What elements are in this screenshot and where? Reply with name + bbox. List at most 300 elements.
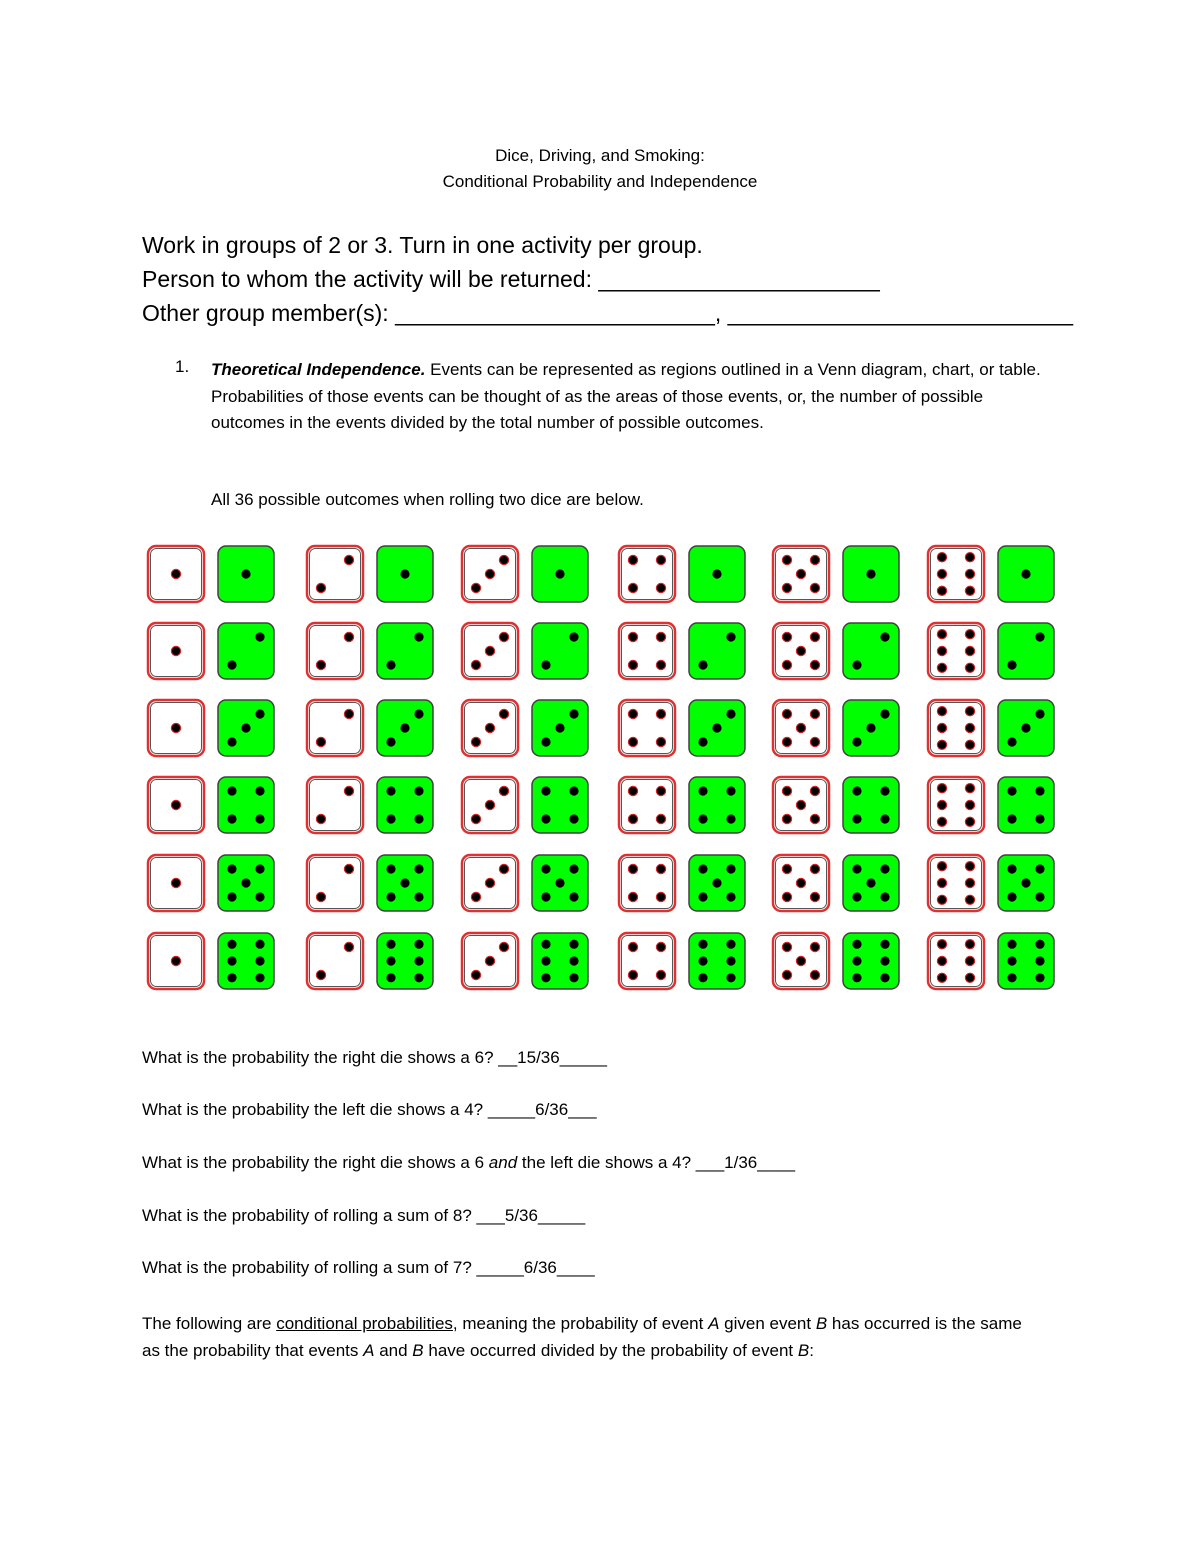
die-pip [880, 973, 889, 982]
die-pip [569, 973, 578, 982]
answer-field[interactable]: _____6/36___ [487, 1100, 597, 1119]
die-pip [628, 632, 637, 641]
die-pip [171, 800, 180, 809]
die-pip [344, 864, 353, 873]
die-pip [386, 660, 395, 669]
die-pip [698, 786, 707, 795]
die-pip [656, 864, 665, 873]
die-pip [255, 632, 264, 641]
right-die-5 [377, 855, 433, 911]
die-pip [937, 569, 946, 578]
die-pip [628, 942, 637, 951]
die-pip [1035, 632, 1044, 641]
die-pip [386, 737, 395, 746]
die-face [928, 623, 984, 679]
die-pip [880, 940, 889, 949]
die-pip [316, 660, 325, 669]
die-pip [414, 892, 423, 901]
die-pip [937, 740, 946, 749]
die-pip [726, 786, 735, 795]
die-pip [386, 956, 395, 965]
die-pip [414, 940, 423, 949]
right-die-6 [218, 933, 274, 989]
die-pip [656, 632, 665, 641]
die-pip [414, 814, 423, 823]
die-pip [499, 786, 508, 795]
die-pip [810, 864, 819, 873]
die-face [619, 546, 675, 602]
die-pip [541, 973, 550, 982]
right-die-1 [998, 546, 1054, 602]
right-die-5 [689, 855, 745, 911]
die-pip [810, 970, 819, 979]
die-pip [965, 800, 974, 809]
left-die-2 [307, 933, 363, 989]
right-die-4 [689, 777, 745, 833]
die-pip [1035, 940, 1044, 949]
die-pip [628, 660, 637, 669]
die-pip [171, 646, 180, 655]
left-die-3 [462, 777, 518, 833]
die-pip [628, 583, 637, 592]
die-pip [344, 555, 353, 564]
right-die-6 [377, 933, 433, 989]
die-pip [255, 956, 264, 965]
die-pip [937, 586, 946, 595]
die-pip [782, 709, 791, 718]
left-die-4 [619, 933, 675, 989]
die-face [532, 777, 588, 833]
die-pip [965, 553, 974, 562]
die-pip [965, 663, 974, 672]
die-pip [1035, 786, 1044, 795]
die-pip [1007, 737, 1016, 746]
die-face [218, 933, 274, 989]
right-die-1 [377, 546, 433, 602]
answer-field[interactable]: __15/36_____ [498, 1048, 607, 1067]
die-pip [485, 569, 494, 578]
die-pip [965, 569, 974, 578]
left-die-6 [928, 855, 984, 911]
left-die-3 [462, 623, 518, 679]
question-sum-eight [142, 1206, 585, 1226]
left-die-5 [773, 855, 829, 911]
die-pip [628, 864, 637, 873]
right-die-6 [998, 933, 1054, 989]
question-text: the left die shows a 4? [517, 1153, 696, 1172]
die-pip [569, 892, 578, 901]
left-die-5 [773, 933, 829, 989]
die-pip [965, 973, 974, 982]
die-pip [810, 814, 819, 823]
die-pip [937, 940, 946, 949]
die-pip [227, 786, 236, 795]
right-die-1 [218, 546, 274, 602]
die-pip [782, 555, 791, 564]
die-face [843, 777, 899, 833]
die-pip [656, 814, 665, 823]
die-pip [852, 660, 861, 669]
die-pip [726, 709, 735, 718]
closing-text: has occurred is the same as the probability that events [142, 1314, 1022, 1360]
die-pip [386, 973, 395, 982]
die-pip [227, 956, 236, 965]
left-die-5 [773, 777, 829, 833]
die-pip [171, 723, 180, 732]
question-text: What is the probability the right die shows a 6? [142, 1048, 499, 1067]
die-pip [255, 709, 264, 718]
die-pip [937, 817, 946, 826]
die-pip [171, 569, 180, 578]
die-pip [400, 723, 409, 732]
die-pip [414, 973, 423, 982]
die-pip [810, 632, 819, 641]
title-line-2: Conditional Probability and Independence [442, 172, 758, 191]
die-pip [782, 786, 791, 795]
die-pip [937, 553, 946, 562]
left-die-1 [148, 623, 204, 679]
die-pip [880, 786, 889, 795]
die-pip [414, 786, 423, 795]
closing-text: : [809, 1340, 814, 1360]
die-pip [656, 660, 665, 669]
die-pip [344, 709, 353, 718]
die-pip [937, 956, 946, 965]
left-die-3 [462, 546, 518, 602]
die-pip [414, 709, 423, 718]
die-face [377, 933, 433, 989]
question-left-four [142, 1100, 597, 1120]
die-pip [782, 970, 791, 979]
die-pip [485, 646, 494, 655]
die-pip [866, 878, 875, 887]
die-pip [782, 660, 791, 669]
die-pip [796, 878, 805, 887]
die-pip [628, 970, 637, 979]
left-die-1 [148, 855, 204, 911]
die-face [619, 855, 675, 911]
die-pip [485, 878, 494, 887]
die-pip [227, 737, 236, 746]
die-pip [485, 956, 494, 965]
die-pip [569, 956, 578, 965]
die-pip [726, 814, 735, 823]
left-die-5 [773, 700, 829, 756]
die-pip [1035, 892, 1044, 901]
die-pip [656, 942, 665, 951]
die-pip [386, 864, 395, 873]
die-pip [1021, 723, 1030, 732]
die-face [307, 623, 363, 679]
right-die-2 [689, 623, 745, 679]
die-pip [712, 878, 721, 887]
die-face [218, 777, 274, 833]
left-die-4 [619, 855, 675, 911]
die-pip [1035, 709, 1044, 718]
right-die-4 [377, 777, 433, 833]
right-die-4 [218, 777, 274, 833]
left-die-4 [619, 700, 675, 756]
die-pip [1007, 892, 1016, 901]
closing-text: and [374, 1340, 413, 1360]
die-pip [1007, 973, 1016, 982]
die-pip [656, 583, 665, 592]
die-pip [227, 940, 236, 949]
die-pip [656, 786, 665, 795]
left-die-2 [307, 546, 363, 602]
die-pip [698, 737, 707, 746]
die-pip [726, 632, 735, 641]
left-die-4 [619, 546, 675, 602]
die-pip [255, 786, 264, 795]
die-pip [810, 709, 819, 718]
die-pip [782, 892, 791, 901]
question-text: What is the probability the right die shows a 6 [142, 1153, 489, 1172]
die-pip [386, 940, 395, 949]
left-die-6 [928, 623, 984, 679]
die-pip [965, 862, 974, 871]
die-pip [880, 709, 889, 718]
die-pip [810, 583, 819, 592]
die-pip [569, 940, 578, 949]
die-face [998, 933, 1054, 989]
die-pip [726, 892, 735, 901]
die-pip [698, 973, 707, 982]
die-pip [880, 864, 889, 873]
die-pip [628, 786, 637, 795]
die-pip [1035, 973, 1044, 982]
die-face [619, 933, 675, 989]
die-pip [344, 632, 353, 641]
die-pip [255, 973, 264, 982]
answer-field[interactable]: _____6/36____ [476, 1258, 595, 1277]
die-pip [227, 660, 236, 669]
die-pip [569, 786, 578, 795]
die-face [307, 855, 363, 911]
die-pip [499, 555, 508, 564]
die-pip [499, 709, 508, 718]
die-pip [400, 569, 409, 578]
die-pip [541, 737, 550, 746]
die-face [307, 546, 363, 602]
die-pip [937, 646, 946, 655]
die-pip [796, 569, 805, 578]
die-pip [810, 942, 819, 951]
die-pip [569, 814, 578, 823]
die-pip [880, 632, 889, 641]
right-die-3 [689, 700, 745, 756]
die-pip [471, 660, 480, 669]
closing-text: have occurred divided by the probability of event [423, 1340, 798, 1360]
die-pip [171, 878, 180, 887]
die-pip [726, 973, 735, 982]
die-pip [656, 555, 665, 564]
die-pip [541, 956, 550, 965]
right-die-3 [377, 700, 433, 756]
die-pip [656, 709, 665, 718]
die-pip [852, 814, 861, 823]
die-pip [698, 660, 707, 669]
right-die-4 [998, 777, 1054, 833]
left-die-1 [148, 933, 204, 989]
die-pip [1035, 864, 1044, 873]
die-pip [965, 817, 974, 826]
die-pip [698, 956, 707, 965]
die-pip [965, 723, 974, 732]
die-pip [852, 864, 861, 873]
die-face [928, 700, 984, 756]
left-die-6 [928, 700, 984, 756]
die-pip [866, 569, 875, 578]
die-pip [414, 956, 423, 965]
returned-to-line: Person to whom the activity will be returned: ______________________ [142, 266, 880, 292]
left-die-1 [148, 546, 204, 602]
right-die-6 [532, 933, 588, 989]
die-pip [628, 737, 637, 746]
right-die-2 [377, 623, 433, 679]
event-b: B [797, 1340, 810, 1360]
die-pip [782, 583, 791, 592]
die-pip [316, 814, 325, 823]
group-members-line: Other group member(s): _________________________, ___________________________ [142, 300, 1074, 326]
die-pip [965, 630, 974, 639]
die-pip [541, 864, 550, 873]
right-die-6 [843, 933, 899, 989]
die-pip [316, 583, 325, 592]
right-die-1 [689, 546, 745, 602]
left-die-2 [307, 700, 363, 756]
die-pip [628, 555, 637, 564]
die-face [928, 777, 984, 833]
question-text: What is the probability of rolling a sum of 8? [142, 1206, 477, 1225]
left-die-3 [462, 933, 518, 989]
die-pip [555, 723, 564, 732]
die-pip [471, 737, 480, 746]
question-1-lead: Theoretical Independence. [211, 360, 426, 379]
instructions-line: Work in groups of 2 or 3. Turn in one activity per group. [142, 232, 703, 258]
die-pip [965, 740, 974, 749]
right-die-5 [998, 855, 1054, 911]
closing-text: , meaning the probability of event [452, 1314, 709, 1333]
left-die-3 [462, 855, 518, 911]
die-pip [937, 707, 946, 716]
die-pip [227, 892, 236, 901]
die-pip [541, 814, 550, 823]
die-face [689, 777, 745, 833]
die-pip [852, 737, 861, 746]
die-pip [712, 569, 721, 578]
die-pip [937, 630, 946, 639]
event-b: B [412, 1340, 424, 1360]
left-die-6 [928, 546, 984, 602]
die-pip [698, 940, 707, 949]
right-die-3 [998, 700, 1054, 756]
die-pip [414, 864, 423, 873]
die-pip [344, 942, 353, 951]
die-pip [712, 723, 721, 732]
die-pip [1035, 956, 1044, 965]
die-face [689, 623, 745, 679]
die-pip [499, 864, 508, 873]
die-face [619, 623, 675, 679]
die-pip [628, 709, 637, 718]
die-face [998, 777, 1054, 833]
die-pip [782, 814, 791, 823]
die-pip [937, 800, 946, 809]
die-pip [255, 814, 264, 823]
left-die-5 [773, 623, 829, 679]
die-pip [852, 973, 861, 982]
die-pip [1035, 814, 1044, 823]
die-pip [569, 632, 578, 641]
die-pip [386, 786, 395, 795]
die-face [307, 777, 363, 833]
die-pip [656, 892, 665, 901]
right-die-1 [843, 546, 899, 602]
dice-note: All 36 possible outcomes when rolling two dice are below. [211, 490, 644, 509]
die-pip [316, 892, 325, 901]
event-b: B [815, 1314, 828, 1333]
die-pip [965, 707, 974, 716]
right-die-2 [843, 623, 899, 679]
question-number: 1. [175, 357, 190, 376]
answer-field[interactable]: ___1/36____ [695, 1153, 796, 1172]
die-face [928, 933, 984, 989]
right-die-3 [843, 700, 899, 756]
question-text: What is the probability the left die shows a 4? [142, 1100, 488, 1119]
die-pip [316, 737, 325, 746]
die-pip [499, 632, 508, 641]
left-die-6 [928, 933, 984, 989]
right-die-5 [843, 855, 899, 911]
die-pip [937, 895, 946, 904]
die-pip [880, 892, 889, 901]
title-line-1: Dice, Driving, and Smoking: [495, 146, 705, 165]
answer-field[interactable]: ___5/36_____ [476, 1206, 586, 1225]
die-pip [471, 970, 480, 979]
die-pip [726, 940, 735, 949]
die-pip [937, 973, 946, 982]
die-pip [255, 864, 264, 873]
die-pip [656, 737, 665, 746]
closing-text: given event [719, 1314, 816, 1333]
die-face [532, 623, 588, 679]
right-die-5 [218, 855, 274, 911]
die-pip [1007, 940, 1016, 949]
die-pip [782, 864, 791, 873]
die-pip [400, 878, 409, 887]
left-die-6 [928, 777, 984, 833]
die-pip [726, 864, 735, 873]
die-face [619, 777, 675, 833]
die-pip [937, 784, 946, 793]
left-die-4 [619, 623, 675, 679]
die-pip [965, 646, 974, 655]
right-die-2 [998, 623, 1054, 679]
die-pip [541, 940, 550, 949]
die-pip [937, 723, 946, 732]
die-pip [541, 660, 550, 669]
event-a: A [363, 1340, 375, 1360]
right-die-2 [218, 623, 274, 679]
die-pip [241, 569, 250, 578]
right-die-4 [532, 777, 588, 833]
die-pip [796, 956, 805, 965]
die-pip [852, 940, 861, 949]
die-pip [937, 878, 946, 887]
question-text: What is the probability of rolling a sum of 7? [142, 1258, 477, 1277]
left-die-2 [307, 855, 363, 911]
